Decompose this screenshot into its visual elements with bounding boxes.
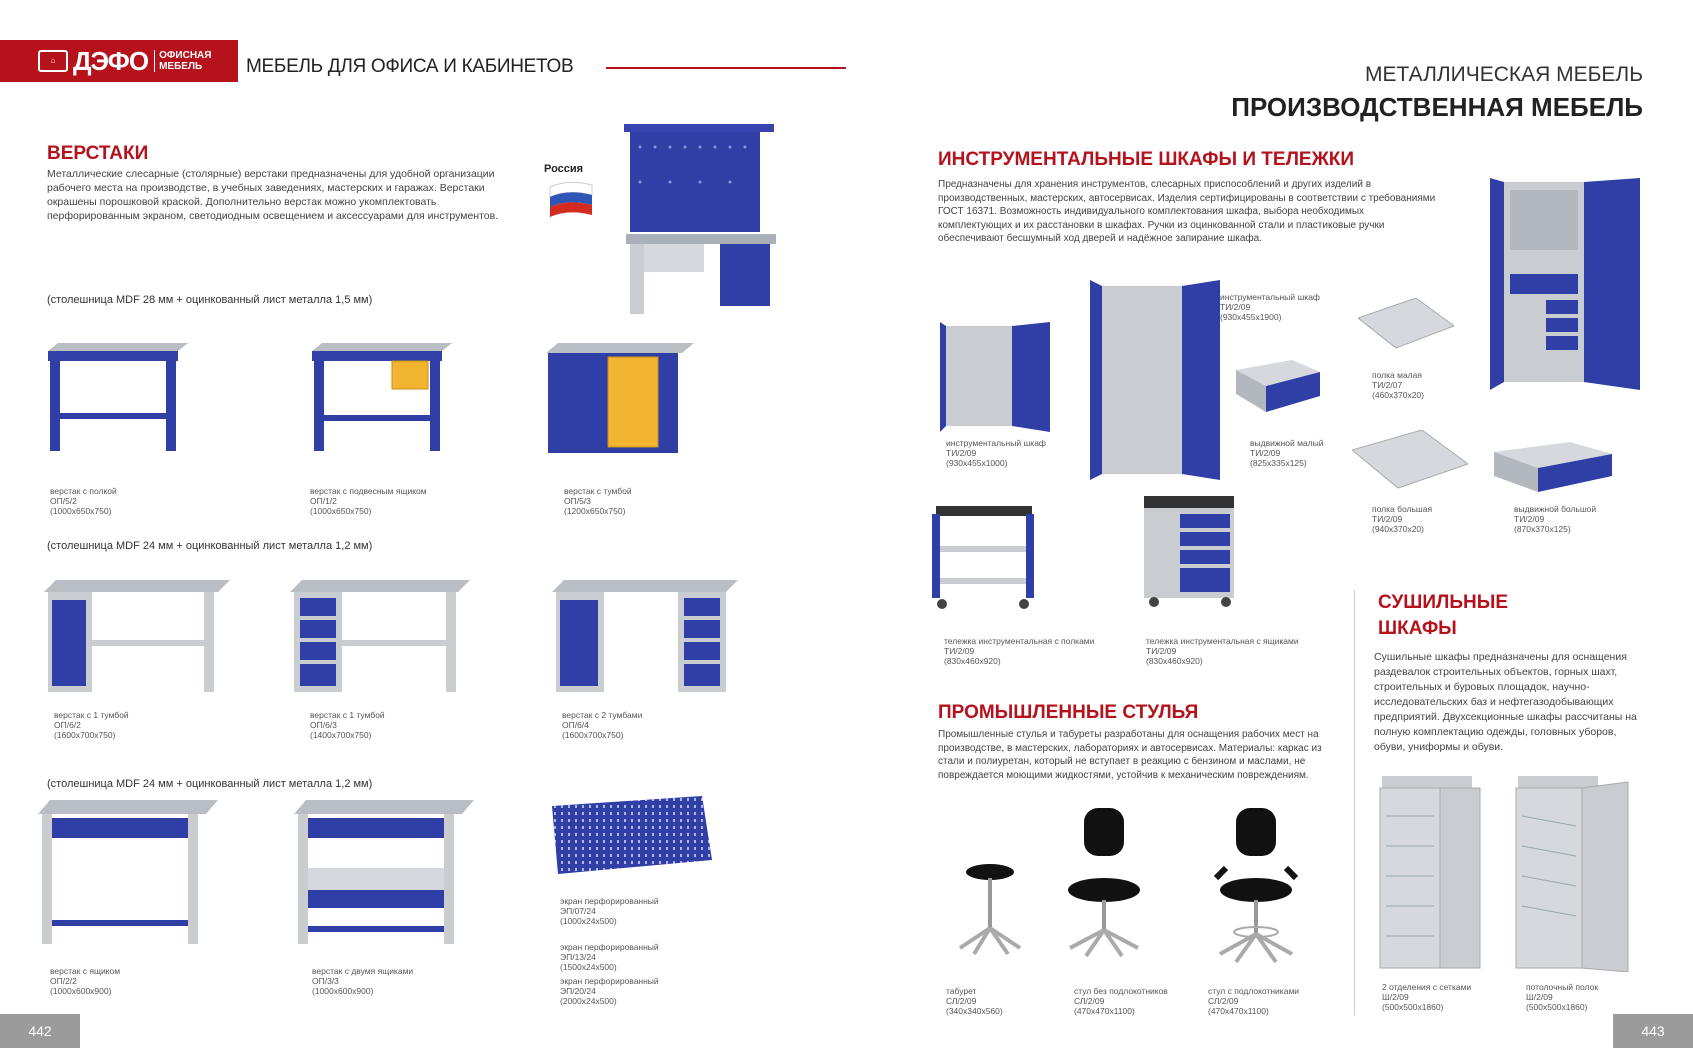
perforated-screen-image: [552, 796, 712, 874]
caption-tools-7: тележка инструментальная с полками ТИ/2/09 (830х460х920): [944, 636, 1095, 666]
tool-cabinet-small-image: [940, 322, 1050, 432]
chairs-text: Промышленные стулья и табуреты разработаны для оснащения рабочих мест на производстве, в мастерских, лабораториях и автосервисах. Материалы: каркас из стали и полиуретан, который не вступает в реакцию с бензином и маслами, не повреждается моющими жидкостями, устойчив к механическим повреждениям.: [938, 729, 1322, 781]
drying-cabinet-1-image: [1376, 776, 1484, 972]
russia-flag-icon: [548, 179, 594, 219]
caption-8: верстак с двумя ящиками ОП/3/3 (1000х600х900): [312, 966, 414, 996]
page-number-right: 443: [1613, 1014, 1693, 1048]
verstaki-text: Металлические слесарные (столярные) верстаки предназначены для удобной организации рабочего места на производстве, в учебных заведениях, мастерских и гаражах. Верстаки окрашены порошковой краской. Дополнительно верстак можно укомплектовать перфорированным экраном, светодиодным освещением и аксессуарами для инструментов.: [47, 168, 499, 222]
caption-chair-2: стул без подлокотников СЛ/2/09 (470х470х1100): [1074, 986, 1168, 1016]
verstaki-sub-1: (столешница MDF 28 мм + оцинкованный лист металла 1,5 мм): [47, 294, 373, 306]
shelf-large-image: [1352, 430, 1468, 496]
logo-subtitle: [154, 50, 211, 72]
drying-cabinet-2-image: [1512, 776, 1632, 972]
section-divider: [1354, 590, 1355, 1015]
workbench-2-cabinets-image: [552, 580, 738, 700]
section-title-verstaki: ВЕРСТАКИ: [47, 143, 149, 164]
logo-sub-1: ОФИСНАЯ: [159, 50, 212, 61]
caption-tools-6: выдвижной большой ТИ/2/09 (870х370х125): [1514, 504, 1597, 534]
workbench-rack-2-drawers-image: [294, 800, 474, 950]
tool-cart-shelves-image: [928, 506, 1040, 612]
caption-dry-1: 2 отделения с сетками Ш/2/09 (500х500х1860): [1382, 982, 1472, 1012]
right-title-2: ПРОИЗВОДСТВЕННАЯ МЕБЕЛЬ: [1231, 92, 1643, 122]
workbench-rack-drawer-image: [38, 800, 218, 950]
section-title-chairs: ПРОМЫШЛЕННЫЕ СТУЛЬЯ: [938, 702, 1199, 723]
caption-5: верстак с 1 тумбой ОП/6/3 (1400х700х750): [310, 710, 385, 740]
caption-tools-1: инструментальный шкаф ТИ/2/09 (930х455х1000): [946, 438, 1046, 468]
logo-icon: ⌂: [38, 50, 68, 72]
header-rule: [606, 67, 846, 69]
drawer-large-image: [1494, 442, 1612, 502]
workbench-drawer-image: [312, 343, 452, 453]
caption-chair-1: табурет СЛ/2/09 (340х340х560): [946, 986, 1003, 1016]
caption-tools-8: тележка инструментальная с ящиками ТИ/2/09 (830х460х920): [1146, 636, 1299, 666]
tool-cart-drawers-image: [1140, 496, 1244, 610]
header-title: МЕБЕЛЬ ДЛЯ ОФИСА И КАБИНЕТОВ: [246, 56, 574, 77]
tool-cabinet-tall-image: [1090, 280, 1220, 480]
dry-text: Сушильные шкафы предназначены для оснащения раздевалок строительных объектов, горных шахт, строительных и буровых площадок, научно-исследовательских баз и нефтегазодобывающих предприятий. Двухсекционные шкафы рассчитаны на полную комплектацию одежды, головных уборов, обуви, униформы и обуви.: [1374, 651, 1637, 753]
caption-chair-3: стул с подлокотниками СЛ/2/09 (470х470х1100): [1208, 986, 1300, 1016]
logo-sub-2: МЕБЕЛЬ: [159, 61, 203, 72]
verstaki-sub-3: (столешница MDF 24 мм + оцинкованный лист металла 1,2 мм): [47, 778, 373, 790]
caption-1: верстак с полкой ОП/5/2 (1000х650х750): [50, 486, 117, 516]
caption-7: верстак с ящиком ОП/2/2 (1000х600х900): [50, 966, 121, 996]
workbench-1-cabinet-image: [44, 580, 230, 700]
caption-2: верстак с подвесным ящиком ОП/1/2 (1000х650х750): [310, 486, 427, 516]
workbench-cabinet-image: [546, 343, 696, 461]
right-title-1: МЕТАЛЛИЧЕСКАЯ МЕБЕЛЬ: [1364, 63, 1643, 86]
drawer-small-image: [1236, 360, 1320, 422]
section-title-tools: ИНСТРУМЕНТАЛЬНЫЕ ШКАФЫ И ТЕЛЕЖКИ: [938, 149, 1354, 170]
logo-name: ДЭФО: [73, 45, 149, 76]
caption-screen-2: экран перфорированный ЭП/13/24 (1500х24х500): [560, 942, 659, 972]
caption-tools-5: полка большая ТИ/2/09 (940х370х20): [1372, 504, 1433, 534]
chair-no-arms-image: [1056, 808, 1152, 958]
caption-screen-3: экран перфорированный ЭП/20/24 (2000х24х500): [560, 976, 659, 1006]
caption-3: верстак с тумбой ОП/5/3 (1200х650х750): [564, 486, 632, 516]
page-number-left: 442: [0, 1014, 80, 1048]
workbench-shelf-image: [48, 343, 188, 453]
workbench-pegboard-image: [620, 122, 780, 318]
verstaki-sub-2: (столешница MDF 24 мм + оцинкованный лист металла 1,2 мм): [47, 540, 373, 552]
brand-logo: [0, 40, 238, 82]
caption-4: верстак с 1 тумбой ОП/6/2 (1600х700х750): [54, 710, 129, 740]
section-title-dry: СУШИЛЬНЫЕ ШКАФЫ: [1378, 592, 1509, 639]
caption-screen-1: экран перфорированный ЭП/07/24 (1000х24х500): [560, 896, 659, 926]
caption-tools-3: выдвижной малый ТИ/2/09 (825х335х125): [1250, 438, 1324, 468]
caption-tools-2: инструментальный шкаф ТИ/2/09 (930х455х1900): [1220, 292, 1320, 322]
chair-with-arms-image: [1196, 808, 1316, 964]
caption-dry-2: потолочный полок Ш/2/09 (500х500х1860): [1526, 982, 1599, 1012]
russia-label: Россия: [544, 163, 584, 175]
workbench-1-drawers-image: [290, 580, 470, 700]
tools-text: Предназначены для хранения инструментов, слесарных приспособлений и других изделий в производственных, мастерских, автосервисах. Изделия сертифицированы в соответствии с требованиями ГОСТ 16371. Возможность индивидуального комплектования шкафа, выбора необходимых комплектующих и их расстановки в шкафах. Ручки из оцинкованной стали и пластиковые ручки обеспечивают бесшумный ход дверей и надёжное запирание шкафа.: [938, 179, 1436, 244]
tool-cabinet-open-image: [1490, 178, 1640, 390]
shelf-small-image: [1358, 298, 1454, 354]
caption-6: верстак с 2 тумбами ОП/6/4 (1600х700х750): [562, 710, 643, 740]
stool-image: [950, 862, 1030, 958]
caption-tools-4: полка малая ТИ/2/07 (460х370х20): [1372, 370, 1424, 400]
